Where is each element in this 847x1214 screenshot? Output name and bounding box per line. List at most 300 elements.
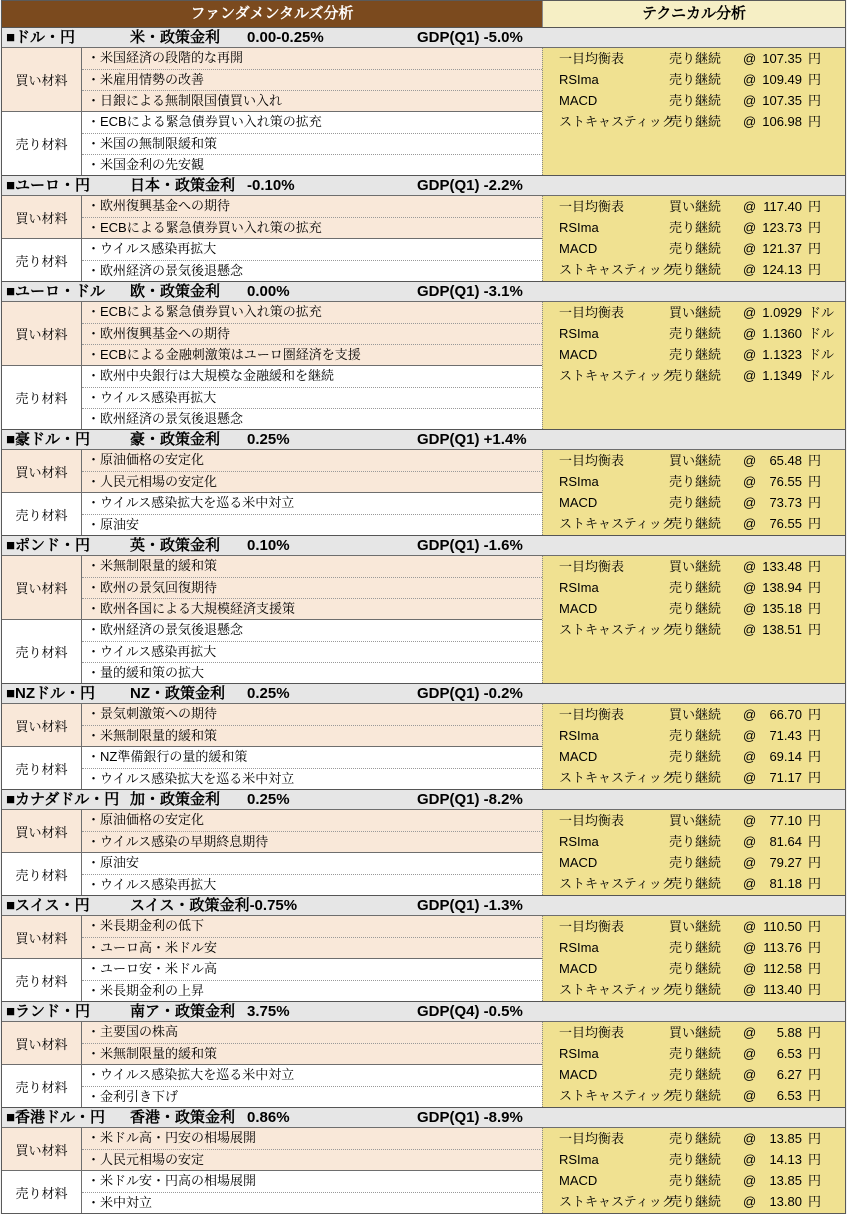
fundamental-column: [2, 48, 542, 175]
currency-pair-name: ■豪ドル・円: [6, 431, 91, 448]
indicator-name: ストキャスティック: [559, 516, 675, 531]
technical-row: [543, 598, 845, 619]
sell-items: [82, 1065, 542, 1107]
buy-materials-label: 買い材料: [2, 1022, 82, 1064]
signal-label: 売り継続: [669, 220, 722, 235]
indicator-name: MACD: [559, 749, 598, 764]
fundamental-item: ・米無制限量的緩和策: [82, 556, 542, 577]
currency-pair-name: ■NZドル・円: [6, 685, 96, 702]
gdp-value: GDP(Q1) -2.2%: [417, 177, 523, 194]
price-unit: 円: [808, 749, 822, 764]
fundamental-item: ・原油価格の安定化: [82, 450, 542, 471]
price-unit: 円: [808, 474, 822, 489]
gdp-value: GDP(Q1) +1.4%: [417, 431, 527, 448]
fundamental-item: ・主要国の株高: [82, 1022, 542, 1043]
policy-rate: [130, 176, 295, 196]
buy-items: [82, 1128, 542, 1170]
at-sign: @: [743, 622, 757, 637]
sell-items: [82, 112, 542, 175]
technical-row: [543, 852, 845, 873]
signal-label: 売り継続: [669, 241, 722, 256]
indicator-name: RSIma: [559, 580, 599, 595]
price-unit: 円: [808, 199, 822, 214]
technical-panel: [542, 704, 845, 789]
at-sign: @: [743, 919, 757, 934]
policy-rate-label: 欧・政策金利: [130, 283, 221, 300]
price-unit: 円: [808, 93, 822, 108]
fundamental-item: ・米無制限量的緩和策: [82, 1043, 542, 1064]
technical-row: [543, 344, 845, 365]
price-value: 77.10: [769, 813, 802, 828]
sell-materials-label: 売り材料: [2, 747, 82, 789]
signal-label: 売り継続: [669, 1046, 722, 1061]
sell-materials-label: 売り材料: [2, 959, 82, 1001]
price-value: 13.80: [769, 1194, 802, 1209]
technical-panel: [542, 48, 845, 175]
fundamental-item: ・ウイルス感染再拡大: [87, 241, 217, 256]
currency-pair-name: ■ユーロ・ドル: [6, 283, 106, 300]
signal-label: 売り継続: [669, 93, 722, 108]
at-sign: @: [743, 1173, 757, 1188]
technical-panel: [542, 196, 845, 281]
price-unit: ドル: [808, 347, 835, 362]
technical-panel: [542, 450, 845, 535]
technical-row: [543, 196, 845, 217]
price-unit: 円: [808, 1025, 822, 1040]
sell-materials-group: [2, 238, 542, 281]
price-unit: 円: [808, 72, 822, 87]
fundamental-column: [2, 1022, 542, 1107]
fundamental-column: [2, 1128, 542, 1213]
price-value: 1.0929: [762, 305, 802, 320]
signal-label: 売り継続: [669, 326, 722, 341]
gdp-value: GDP(Q4) -0.5%: [417, 1003, 523, 1020]
sell-materials-group: [2, 958, 542, 1001]
section-header-row: [2, 28, 845, 48]
policy-rate: [130, 1108, 290, 1128]
price-value: 6.53: [776, 1088, 802, 1103]
indicator-name: 一目均衡表: [559, 305, 625, 320]
indicator-name: RSIma: [559, 728, 599, 743]
fundamental-item: ・欧州復興基金への期待: [82, 196, 542, 217]
at-sign: @: [743, 368, 757, 383]
buy-materials-group: [2, 704, 542, 746]
fundamental-item: ・米国経済の段階的な再開: [82, 48, 542, 69]
fundamental-item: ・欧州復興基金への期待: [82, 323, 542, 344]
section-body: [2, 704, 845, 789]
price-unit: 円: [808, 834, 822, 849]
buy-materials-label: 買い材料: [2, 450, 82, 492]
signal-label: 買い継続: [669, 1025, 722, 1040]
buy-items: [82, 196, 542, 238]
buy-items: [82, 704, 542, 746]
price-unit: 円: [808, 876, 822, 891]
indicator-name: RSIma: [559, 1046, 599, 1061]
technical-row: [543, 365, 845, 386]
at-sign: @: [743, 961, 757, 976]
sell-materials-label: 売り材料: [2, 239, 82, 281]
signal-label: 売り継続: [669, 1088, 722, 1103]
price-unit: 円: [808, 919, 822, 934]
price-unit: 円: [808, 1194, 822, 1209]
price-unit: 円: [808, 51, 822, 66]
price-value: 113.40: [763, 982, 802, 997]
indicator-name: 一目均衡表: [559, 1025, 625, 1040]
sell-items: [82, 620, 542, 683]
buy-materials-group: [2, 810, 542, 852]
sell-materials-group: [2, 492, 542, 535]
at-sign: @: [743, 1025, 757, 1040]
at-sign: @: [743, 305, 757, 320]
technical-panel: [542, 1022, 845, 1107]
at-sign: @: [743, 707, 757, 722]
at-sign: @: [743, 855, 757, 870]
fundamental-item: ・ユーロ安・米ドル高: [87, 961, 218, 976]
section-header-row: [2, 896, 845, 916]
fundamental-item: ・金利引き下げ: [82, 1086, 542, 1107]
fundamental-item: ・原油安: [82, 514, 542, 535]
at-sign: @: [743, 241, 757, 256]
at-sign: @: [743, 876, 757, 891]
signal-label: 売り継続: [669, 474, 722, 489]
technical-row: [543, 69, 845, 90]
signal-label: 売り継続: [669, 749, 722, 764]
price-value: 1.1360: [762, 326, 802, 341]
price-value: 107.35: [762, 93, 802, 108]
signal-label: 売り継続: [669, 876, 722, 891]
fundamental-item: ・欧州経済の景気後退懸念: [82, 260, 542, 281]
sell-items: [82, 959, 542, 1001]
fundamental-item: ・欧州経済の景気後退懸念: [82, 408, 542, 429]
at-sign: @: [743, 728, 757, 743]
indicator-name: MACD: [559, 1067, 598, 1082]
buy-items: [82, 556, 542, 619]
indicator-name: RSIma: [559, 940, 599, 955]
price-unit: 円: [808, 982, 822, 997]
signal-label: 売り継続: [669, 72, 722, 87]
policy-rate-value: -0.75%: [249, 897, 298, 914]
at-sign: @: [743, 982, 757, 997]
fundamental-item: ・米ドル高・円安の相場展開: [82, 1128, 542, 1149]
policy-rate-label: 南ア・政策金利: [130, 1003, 236, 1020]
price-unit: 円: [808, 1088, 822, 1103]
at-sign: @: [743, 940, 757, 955]
at-sign: @: [743, 516, 757, 531]
technical-row: [543, 217, 845, 238]
signal-label: 買い継続: [669, 919, 722, 934]
price-unit: 円: [808, 770, 822, 785]
currency-section: [2, 281, 845, 429]
section-header-row: [2, 1108, 845, 1128]
technical-row: [543, 259, 845, 280]
price-value: 124.13: [762, 262, 802, 277]
technical-row: [543, 1043, 845, 1064]
price-unit: 円: [808, 1131, 822, 1146]
technical-row: [543, 619, 845, 640]
technical-row: [543, 767, 845, 788]
price-unit: 円: [808, 707, 822, 722]
section-body: [2, 556, 845, 683]
sell-materials-group: [2, 852, 542, 895]
indicator-name: 一目均衡表: [559, 51, 625, 66]
at-sign: @: [743, 834, 757, 849]
indicator-name: 一目均衡表: [559, 559, 625, 574]
policy-rate-label: 香港・政策金利: [130, 1109, 236, 1126]
section-body: [2, 196, 845, 281]
signal-label: 売り継続: [669, 114, 722, 129]
table-header-row: [2, 1, 845, 27]
buy-materials-label: 買い材料: [2, 810, 82, 852]
signal-label: 売り継続: [669, 1131, 722, 1146]
fundamental-item: ・欧州中央銀行は大規模な金融緩和を継続: [87, 368, 335, 383]
section-header-row: [2, 430, 845, 450]
at-sign: @: [743, 114, 757, 129]
policy-rate: [130, 896, 297, 916]
currency-pair-name: ■カナダドル・円: [6, 791, 120, 808]
gdp-value: GDP(Q1) -0.2%: [417, 685, 523, 702]
technical-row: [543, 1128, 845, 1149]
signal-label: 売り継続: [669, 1194, 722, 1209]
fundamental-column: [2, 810, 542, 895]
price-unit: 円: [808, 1067, 822, 1082]
indicator-name: RSIma: [559, 326, 599, 341]
buy-items: [82, 48, 542, 111]
technical-row: [543, 916, 845, 937]
fundamental-item: ・ECBによる金融刺激策はユーロ圏経済を支援: [82, 344, 542, 365]
sell-materials-label: 売り材料: [2, 1065, 82, 1107]
technical-row: [543, 492, 845, 513]
price-value: 13.85: [769, 1173, 802, 1188]
fundamental-item: ・米長期金利の低下: [82, 916, 542, 937]
indicator-name: MACD: [559, 241, 598, 256]
policy-rate-value: 0.00-0.25%: [247, 29, 324, 46]
fundamental-item: ・米長期金利の上昇: [82, 980, 542, 1001]
sell-materials-label: 売り材料: [2, 620, 82, 683]
signal-label: 売り継続: [669, 728, 722, 743]
sell-items: [82, 853, 542, 895]
at-sign: @: [743, 1131, 757, 1146]
sell-materials-group: [2, 111, 542, 175]
section-header-row: [2, 1002, 845, 1022]
fundamental-item: ・人民元相場の安定化: [82, 471, 542, 492]
sell-materials-label: 売り材料: [2, 366, 82, 429]
price-value: 123.73: [762, 220, 802, 235]
indicator-name: ストキャスティック: [559, 368, 675, 383]
currency-section: [2, 789, 845, 895]
fundamental-item: ・ウイルス感染再拡大: [82, 874, 542, 895]
currency-section: [2, 895, 845, 1001]
fundamental-item: ・欧州各国による大規模経済支援策: [82, 598, 542, 619]
signal-label: 売り継続: [669, 262, 722, 277]
gdp-value: GDP(Q1) -3.1%: [417, 283, 523, 300]
technical-row: [543, 1191, 845, 1212]
currency-pair-name: ■ランド・円: [6, 1003, 91, 1020]
at-sign: @: [743, 1194, 757, 1209]
at-sign: @: [743, 749, 757, 764]
price-value: 81.64: [769, 834, 802, 849]
policy-rate-value: 0.25%: [247, 685, 290, 702]
gdp-value: GDP(Q1) -8.9%: [417, 1109, 523, 1126]
signal-label: 売り継続: [669, 770, 722, 785]
indicator-name: ストキャスティック: [559, 770, 675, 785]
at-sign: @: [743, 199, 757, 214]
policy-rate-label: スイス・政策金利: [130, 897, 250, 914]
price-unit: 円: [808, 580, 822, 595]
technical-row: [543, 1022, 845, 1043]
fundamental-item: ・ウイルス感染再拡大: [82, 387, 542, 408]
currency-pair-name: ■スイス・円: [6, 897, 90, 914]
buy-items: [82, 810, 542, 852]
fundamental-column: [2, 704, 542, 789]
price-value: 6.53: [776, 1046, 802, 1061]
signal-label: 売り継続: [669, 1067, 722, 1082]
price-value: 135.18: [762, 601, 802, 616]
sell-items: [82, 1171, 542, 1213]
price-value: 76.55: [769, 474, 802, 489]
technical-row: [543, 323, 845, 344]
fundamental-item: ・ECBによる緊急債券買い入れ策の拡充: [82, 217, 542, 238]
buy-items: [82, 916, 542, 958]
technical-analysis-header: テクニカル分析: [542, 1, 845, 27]
fundamental-item: ・原油価格の安定化: [82, 810, 542, 831]
indicator-name: MACD: [559, 347, 598, 362]
indicator-name: RSIma: [559, 1152, 599, 1167]
indicator-name: RSIma: [559, 72, 599, 87]
buy-materials-label: 買い材料: [2, 302, 82, 365]
currency-pair-name: ■ポンド・円: [6, 537, 91, 554]
sell-materials-group: [2, 746, 542, 789]
buy-materials-group: [2, 1022, 542, 1064]
indicator-name: ストキャスティック: [559, 1194, 675, 1209]
buy-materials-label: 買い材料: [2, 1128, 82, 1170]
section-body: [2, 48, 845, 175]
price-value: 121.37: [762, 241, 802, 256]
buy-materials-label: 買い材料: [2, 916, 82, 958]
price-value: 133.48: [762, 559, 802, 574]
section-header-row: [2, 790, 845, 810]
at-sign: @: [743, 601, 757, 616]
fundamental-item: ・ウイルス感染の早期終息期待: [82, 831, 542, 852]
technical-row: [543, 48, 845, 69]
technical-row: [543, 513, 845, 534]
policy-rate-value: 3.75%: [247, 1003, 290, 1020]
sell-materials-group: [2, 619, 542, 683]
technical-row: [543, 450, 845, 471]
indicator-name: ストキャスティック: [559, 262, 675, 277]
indicator-name: 一目均衡表: [559, 919, 625, 934]
policy-rate: [130, 430, 290, 450]
section-header-row: [2, 282, 845, 302]
indicator-name: MACD: [559, 855, 598, 870]
price-value: 1.1323: [762, 347, 802, 362]
policy-rate-label: 日本・政策金利: [130, 177, 236, 194]
currency-section: [2, 535, 845, 683]
at-sign: @: [743, 559, 757, 574]
policy-rate-value: 0.25%: [247, 791, 290, 808]
policy-rate-label: 加・政策金利: [130, 791, 221, 808]
at-sign: @: [743, 813, 757, 828]
gdp-value: GDP(Q1) -1.3%: [417, 897, 523, 914]
price-unit: ドル: [808, 368, 835, 383]
currency-section: [2, 27, 845, 175]
price-unit: 円: [808, 241, 822, 256]
indicator-name: MACD: [559, 495, 598, 510]
technical-row: [543, 979, 845, 1000]
buy-items: [82, 302, 542, 365]
price-unit: 円: [808, 940, 822, 955]
policy-rate: [130, 536, 290, 556]
fundamental-item: ・NZ準備銀行の量的緩和策: [87, 749, 248, 764]
price-value: 13.85: [769, 1131, 802, 1146]
policy-rate: [130, 790, 290, 810]
signal-label: 売り継続: [669, 516, 722, 531]
section-header-row: [2, 536, 845, 556]
fundamental-item: ・ウイルス感染拡大を巡る米中対立: [87, 1067, 295, 1082]
buy-materials-label: 買い材料: [2, 704, 82, 746]
policy-rate-value: 0.10%: [247, 537, 290, 554]
technical-row: [543, 90, 845, 111]
signal-label: 買い継続: [669, 707, 722, 722]
technical-panel: [542, 556, 845, 683]
price-value: 71.17: [769, 770, 802, 785]
signal-label: 買い継続: [669, 559, 722, 574]
technical-row: [543, 556, 845, 577]
price-value: 66.70: [769, 707, 802, 722]
technical-row: [543, 1149, 845, 1170]
technical-panel: [542, 1128, 845, 1213]
fundamental-item: ・米無制限量的緩和策: [82, 725, 542, 746]
sell-items: [82, 747, 542, 789]
indicator-name: MACD: [559, 601, 598, 616]
policy-rate-label: 豪・政策金利: [130, 431, 221, 448]
policy-rate-value: 0.00%: [247, 283, 290, 300]
fundamental-item: ・欧州の景気回復期待: [82, 577, 542, 598]
fundamental-item: ・ウイルス感染再拡大: [82, 641, 542, 662]
buy-items: [82, 450, 542, 492]
technical-row: [543, 937, 845, 958]
price-unit: ドル: [808, 326, 835, 341]
policy-rate: [130, 684, 290, 704]
at-sign: @: [743, 453, 757, 468]
fundamental-item: ・人民元相場の安定: [82, 1149, 542, 1170]
technical-row: [543, 238, 845, 259]
fundamental-item: ・原油安: [87, 855, 140, 870]
price-value: 113.76: [763, 940, 802, 955]
signal-label: 売り継続: [669, 368, 722, 383]
at-sign: @: [743, 1046, 757, 1061]
indicator-name: ストキャスティック: [559, 876, 675, 891]
fundamental-item: ・米国金利の先安観: [82, 154, 542, 175]
price-unit: ドル: [808, 305, 835, 320]
price-unit: 円: [808, 855, 822, 870]
section-body: [2, 1022, 845, 1107]
signal-label: 売り継続: [669, 580, 722, 595]
buy-materials-group: [2, 450, 542, 492]
buy-materials-label: 買い材料: [2, 556, 82, 619]
buy-materials-group: [2, 1128, 542, 1170]
sell-materials-label: 売り材料: [2, 112, 82, 175]
technical-panel: [542, 916, 845, 1001]
fundamental-column: [2, 450, 542, 535]
technical-row: [543, 810, 845, 831]
at-sign: @: [743, 580, 757, 595]
sell-items: [82, 239, 542, 281]
gdp-value: GDP(Q1) -5.0%: [417, 29, 523, 46]
signal-label: 売り継続: [669, 601, 722, 616]
sell-materials-label: 売り材料: [2, 853, 82, 895]
currency-section: [2, 1001, 845, 1107]
currency-pair-name: ■ユーロ・円: [6, 177, 91, 194]
